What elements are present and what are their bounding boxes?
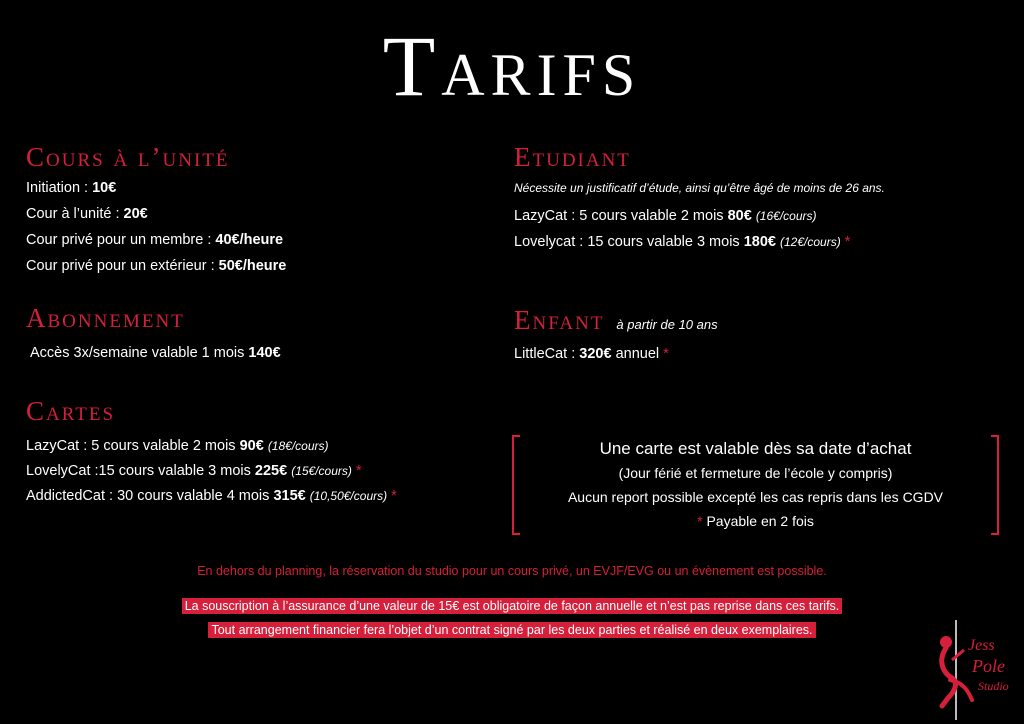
box-line: (Jour férié et fermeture de l’école y compris) bbox=[618, 465, 893, 481]
svg-text:Jess: Jess bbox=[968, 637, 995, 654]
price-line: LovelyCat :15 cours valable 3 mois 225€ (15€/cours) * bbox=[26, 463, 362, 479]
price-line: Initiation : 10€ bbox=[26, 180, 117, 196]
price-line: LazyCat : 5 cours valable 2 mois 80€ (16€/cours) bbox=[514, 208, 817, 224]
price-line: Cour privé pour un extérieur : 50€/heure bbox=[26, 258, 287, 274]
price-line: Accès 3x/semaine valable 1 mois 140€ bbox=[30, 345, 281, 361]
pole-dancer-logo bbox=[928, 620, 1018, 720]
price-line: Lovelycat : 15 cours valable 3 mois 180€ (12€/cours) * bbox=[514, 234, 851, 250]
price-line: Cour à l’unité : 20€ bbox=[26, 206, 148, 222]
section-title-unite: Cours à l’unité bbox=[26, 142, 230, 172]
price-line: LittleCat : 320€ annuel * bbox=[514, 346, 669, 362]
section-title-abonnement: Abonnement bbox=[26, 303, 185, 333]
svg-text:Pole: Pole bbox=[972, 656, 1005, 676]
box-line: Aucun report possible excepté les cas repris dans les CGDV bbox=[567, 489, 944, 505]
price-line: Cour privé pour un membre : 40€/heure bbox=[26, 232, 284, 248]
box-line: Une carte est valable dès sa date d’achat bbox=[599, 439, 912, 458]
page-title: Tarifs bbox=[382, 18, 642, 114]
footer-highlight: Tout arrangement financier fera l’objet d’un contrat signé par les deux parties et réalisé en deux exemplaires. bbox=[0, 623, 1024, 637]
svg-text:Studio: Studio bbox=[978, 679, 1009, 693]
footer-highlight: La souscription à l’assurance d’une valeur de 15€ est obligatoire de façon annuelle et n’est pas reprise dans ces tarifs. bbox=[0, 599, 1024, 613]
enfant-note: à partir de 10 ans bbox=[616, 317, 718, 332]
footer-note: En dehors du planning, la réservation du studio pour un cours privé, un EVJF/EVG ou un évènement est possible. bbox=[197, 564, 827, 578]
etudiant-note: Nécessite un justificatif d’étude, ainsi qu’être âgé de moins de 26 ans. bbox=[514, 181, 885, 195]
section-title-enfant: Enfant à partir de 10 ans bbox=[514, 305, 718, 335]
card-validity-box bbox=[512, 435, 999, 535]
section-title-cartes: Cartes bbox=[26, 396, 116, 426]
box-line: * Payable en 2 fois bbox=[697, 513, 814, 529]
section-title-etudiant: Etudiant bbox=[514, 142, 631, 172]
price-line: LazyCat : 5 cours valable 2 mois 90€ (18€/cours) bbox=[26, 438, 329, 454]
price-line: AddictedCat : 30 cours valable 4 mois 315€ (10,50€/cours) * bbox=[26, 488, 397, 504]
